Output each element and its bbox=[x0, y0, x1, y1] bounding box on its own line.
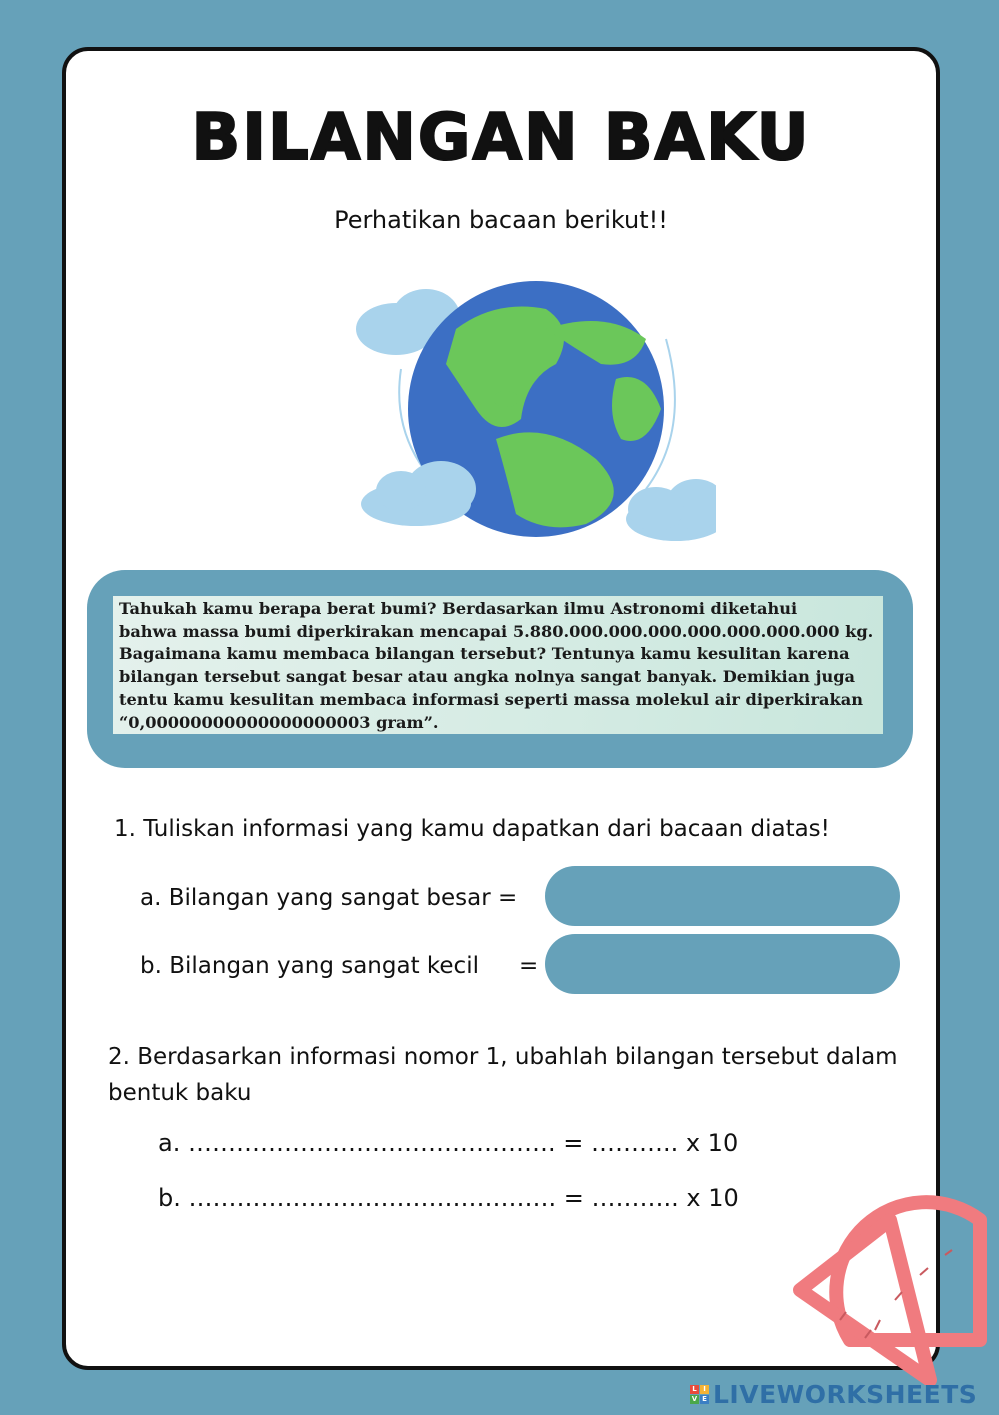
logo-letter: L bbox=[690, 1385, 699, 1394]
subtitle: Perhatikan bacaan berikut!! bbox=[334, 206, 668, 234]
reading-passage bbox=[113, 596, 883, 734]
liveworksheets-brand: LIVEWORKSHEETS bbox=[713, 1379, 978, 1409]
logo-letter: I bbox=[700, 1385, 709, 1394]
question-1a-label: a. Bilangan yang sangat besar = bbox=[140, 885, 518, 911]
protractor-ruler-icon bbox=[780, 1180, 999, 1385]
logo-letter: E bbox=[700, 1395, 709, 1404]
reading-line: Bagaimana kamu membaca bilangan tersebut? Tentunya kamu kesulitan karena bbox=[119, 644, 850, 664]
reading-line: bahwa massa bumi diperkirakan mencapai 5.880.000.000.000.000.000.000.000 kg. bbox=[119, 621, 874, 641]
question-1-text: 1. Tuliskan informasi yang kamu dapatkan dari bacaan diatas! bbox=[114, 816, 830, 842]
logo-letter: V bbox=[691, 1394, 698, 1403]
reading-panel bbox=[87, 570, 913, 768]
liveworksheets-icon bbox=[690, 1385, 709, 1404]
question-2-text: 2. Berdasarkan informasi nomor 1, ubahlah bilangan tersebut dalam bentuk baku bbox=[108, 1044, 898, 1106]
reading-line: “0,00000000000000000003 gram”. bbox=[119, 712, 439, 732]
answer-field-large-number[interactable] bbox=[545, 866, 900, 926]
reading-line: tentu kamu kesulitan membaca informasi seperti massa molekul air diperkirakan bbox=[119, 689, 864, 709]
question-1b-label: b. Bilangan yang sangat kecil bbox=[140, 953, 479, 979]
question-1b-equals: = bbox=[519, 953, 539, 979]
question-2a-line: a. ………………………………………. = ……….. x 10 bbox=[158, 1129, 739, 1157]
liveworksheets-logo bbox=[690, 1378, 977, 1410]
page-title: BILANGAN BAKU bbox=[191, 101, 811, 175]
reading-line: Tahukah kamu berapa berat bumi? Berdasarkan ilmu Astronomi diketahui bbox=[119, 599, 798, 618]
reading-line: bilangan tersebut sangat besar atau angka nolnya sangat banyak. Demikian juga bbox=[119, 667, 856, 687]
answer-field-small-number[interactable] bbox=[545, 934, 900, 994]
earth-illustration bbox=[346, 269, 716, 549]
question-2b-line: b. ………………………………………. = ……….. x 10 bbox=[158, 1184, 739, 1212]
worksheet-card bbox=[62, 47, 940, 1370]
